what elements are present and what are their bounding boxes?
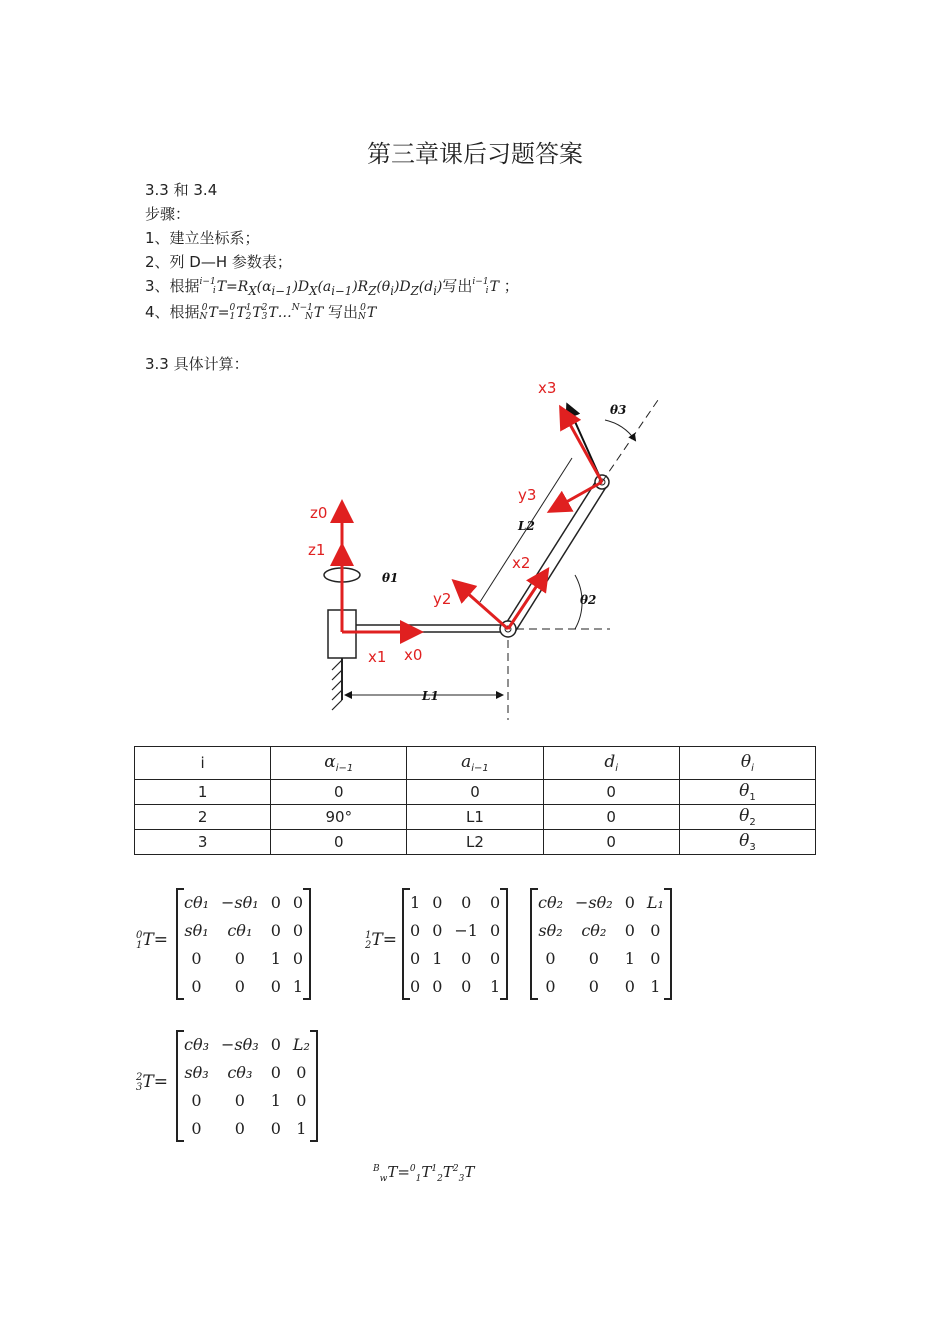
matrix-cell: cθ₃ bbox=[227, 1062, 253, 1082]
matrix-cell: 1 bbox=[296, 1118, 307, 1138]
matrix-cell: 0 bbox=[410, 976, 421, 996]
matrix-cell: 0 bbox=[489, 920, 501, 940]
label-z0: z0 bbox=[310, 504, 328, 522]
matrix-cell: cθ₂ bbox=[538, 892, 564, 912]
robot-arm-figure bbox=[290, 370, 690, 730]
T12-lhs: 1 2 T= bbox=[365, 929, 397, 951]
matrix-cell: 0 bbox=[234, 1090, 245, 1110]
matrix-cell: 0 bbox=[234, 948, 245, 968]
step-4: 4、根据 0 N T= 0 1 T 1 2 T 2 3 T… N−1 N T 写出 0 N T bbox=[145, 303, 377, 322]
matrix-cell: 0 bbox=[588, 976, 599, 996]
matrix-cell: 0 bbox=[410, 920, 421, 940]
matrix-cell: −1 bbox=[454, 920, 478, 940]
matrix-cell: 0 bbox=[461, 976, 472, 996]
matrix-cell: 0 bbox=[296, 1062, 307, 1082]
dh-parameter-table bbox=[134, 746, 816, 855]
matrix-row bbox=[532, 944, 670, 972]
matrix-cell: 0 bbox=[191, 976, 202, 996]
table-row: 1 0 0 0 $\theta_1$ bbox=[135, 780, 816, 805]
label-theta3: θ3 bbox=[610, 403, 627, 417]
matrix-cell: sθ₁ bbox=[184, 920, 209, 940]
page-title: 第三章课后习题答案 bbox=[367, 140, 583, 168]
matrix-cell: 1 bbox=[432, 948, 443, 968]
matrix-cell: 0 bbox=[191, 1090, 202, 1110]
matrix-cell: 1 bbox=[650, 976, 661, 996]
matrix-cell: −sθ₂ bbox=[575, 892, 613, 912]
label-L1: L1 bbox=[422, 689, 439, 703]
matrix-cell: 0 bbox=[588, 948, 599, 968]
matrix-row bbox=[532, 888, 670, 916]
matrix-row bbox=[532, 972, 670, 1000]
label-x2: x2 bbox=[512, 554, 531, 572]
matrix-cell: 1 bbox=[292, 976, 304, 996]
label-x0: x0 bbox=[404, 646, 423, 664]
step-3-suffix: 写出 bbox=[442, 277, 473, 295]
step-2: 2、列 D—H 参数表； bbox=[145, 253, 292, 271]
final-formula: $^B_wT=^0_1T^1_2T^2_3T$ bbox=[373, 1163, 475, 1184]
matrix-cell: 0 bbox=[624, 920, 635, 940]
matrix-cell: 1 bbox=[270, 948, 281, 968]
matrix-cell: 0 bbox=[270, 1118, 281, 1138]
step-3-end: ； bbox=[503, 277, 519, 295]
calc-label: 3.3 具体计算： bbox=[145, 355, 249, 373]
matrix-cell: 0 bbox=[461, 892, 472, 912]
matrix-cell: 0 bbox=[489, 892, 501, 912]
label-x1: x1 bbox=[368, 648, 387, 666]
header-alpha: $\alpha_{i-1}$ bbox=[271, 747, 407, 780]
matrix-Rx bbox=[402, 888, 508, 1000]
matrix-cell: 0 bbox=[234, 976, 245, 996]
matrix-cell: 0 bbox=[432, 920, 443, 940]
matrix-cell: 0 bbox=[489, 948, 501, 968]
table-row: 2 90° L1 0 $\theta_2$ bbox=[135, 805, 816, 830]
label-theta2: θ2 bbox=[580, 593, 597, 607]
step-4-formula: 0 N T= 0 1 T 1 2 T 2 3 T… N−1 N T bbox=[199, 303, 324, 322]
matrix-cell: 0 bbox=[410, 948, 421, 968]
matrix-T01 bbox=[176, 888, 311, 1000]
matrix-row bbox=[178, 888, 309, 916]
matrix-cell: 1 bbox=[624, 948, 635, 968]
matrix-cell: cθ₂ bbox=[581, 920, 607, 940]
label-z1: z1 bbox=[308, 541, 326, 559]
matrix-cell: 0 bbox=[270, 976, 281, 996]
matrix-cell: L₂ bbox=[292, 1034, 310, 1054]
matrix-cell: 0 bbox=[432, 976, 443, 996]
matrix-cell: sθ₂ bbox=[538, 920, 563, 940]
matrix-row bbox=[178, 972, 309, 1000]
step-1: 1、建立坐标系； bbox=[145, 229, 260, 247]
matrix-row bbox=[404, 888, 506, 916]
matrix-row bbox=[404, 916, 506, 944]
matrix-cell: 0 bbox=[650, 948, 661, 968]
step-3-formula: i−1 i $T=R_X(\alpha_{i-1})D_X(a_{i-1})R_Z(\theta_i)D_Z(d_i)$ bbox=[199, 277, 443, 298]
matrix-row bbox=[178, 1086, 316, 1114]
matrix-T12 bbox=[530, 888, 672, 1000]
matrix-cell: sθ₃ bbox=[184, 1062, 209, 1082]
T23-lhs: 2 3 T= bbox=[136, 1071, 168, 1093]
step-4-suffix: 写出 bbox=[328, 303, 359, 321]
matrix-cell: 0 bbox=[270, 1034, 281, 1054]
matrix-cell: 1 bbox=[270, 1090, 281, 1110]
matrix-cell: 1 bbox=[489, 976, 501, 996]
table-header-row bbox=[135, 747, 816, 780]
ground-hatch bbox=[332, 660, 342, 710]
step-3-prefix: 3、根据 bbox=[145, 277, 200, 295]
matrix-cell: −sθ₁ bbox=[221, 892, 259, 912]
label-y2: y2 bbox=[433, 590, 452, 608]
matrix-cell: 0 bbox=[191, 1118, 202, 1138]
matrix-cell: 0 bbox=[270, 920, 281, 940]
matrix-cell: L₁ bbox=[646, 892, 664, 912]
matrix-row bbox=[178, 1030, 316, 1058]
label-L2: L2 bbox=[518, 519, 535, 533]
matrix-cell: cθ₃ bbox=[184, 1034, 210, 1054]
label-x3: x3 bbox=[538, 379, 557, 397]
matrix-row bbox=[404, 944, 506, 972]
matrix-cell: −sθ₃ bbox=[221, 1034, 259, 1054]
matrix-row bbox=[178, 1058, 316, 1086]
matrix-T23 bbox=[176, 1030, 318, 1142]
matrix-cell: 0 bbox=[296, 1090, 307, 1110]
matrix-cell: 0 bbox=[650, 920, 661, 940]
matrix-cell: 0 bbox=[432, 892, 443, 912]
matrix-cell: 0 bbox=[292, 948, 304, 968]
step-4-prefix: 4、根据 bbox=[145, 303, 200, 321]
header-d: $d_i$ bbox=[543, 747, 679, 780]
matrix-cell: 1 bbox=[410, 892, 421, 912]
matrix-row bbox=[178, 1114, 316, 1142]
matrix-cell: 0 bbox=[624, 892, 635, 912]
matrix-row bbox=[404, 972, 506, 1000]
matrix-cell: 0 bbox=[545, 948, 556, 968]
T01-lhs: 0 1 T= bbox=[136, 929, 168, 951]
matrix-row bbox=[178, 944, 309, 972]
matrix-cell: 0 bbox=[270, 892, 281, 912]
header-theta: $\theta_i$ bbox=[679, 747, 815, 780]
header-i: i bbox=[135, 747, 271, 780]
matrix-cell: 0 bbox=[270, 1062, 281, 1082]
matrix-cell: 0 bbox=[461, 948, 472, 968]
header-a: $a_{i-1}$ bbox=[407, 747, 543, 780]
matrix-row bbox=[178, 916, 309, 944]
step-3: 3、根据 i−1 i $T=R_X(\alpha_{i-1})D_X(a_{i-1})R_Z(\theta_i)D_Z(d_i)$写出 i−1 i T ； bbox=[145, 277, 519, 298]
matrix-cell: 0 bbox=[624, 976, 635, 996]
matrix-row bbox=[532, 916, 670, 944]
matrix-cell: 0 bbox=[292, 892, 304, 912]
label-y3: y3 bbox=[518, 486, 537, 504]
matrix-cell: 0 bbox=[545, 976, 556, 996]
matrix-cell: cθ₁ bbox=[184, 892, 210, 912]
label-theta1: θ1 bbox=[382, 571, 399, 585]
table-row: 3 0 L2 0 $\theta_3$ bbox=[135, 830, 816, 855]
matrix-cell: 0 bbox=[292, 920, 304, 940]
matrix-cell: cθ₁ bbox=[227, 920, 253, 940]
matrix-cell: 0 bbox=[234, 1118, 245, 1138]
section-heading: 3.3 和 3.4 bbox=[145, 181, 218, 199]
matrix-cell: 0 bbox=[191, 948, 202, 968]
steps-label: 步骤： bbox=[145, 205, 191, 223]
